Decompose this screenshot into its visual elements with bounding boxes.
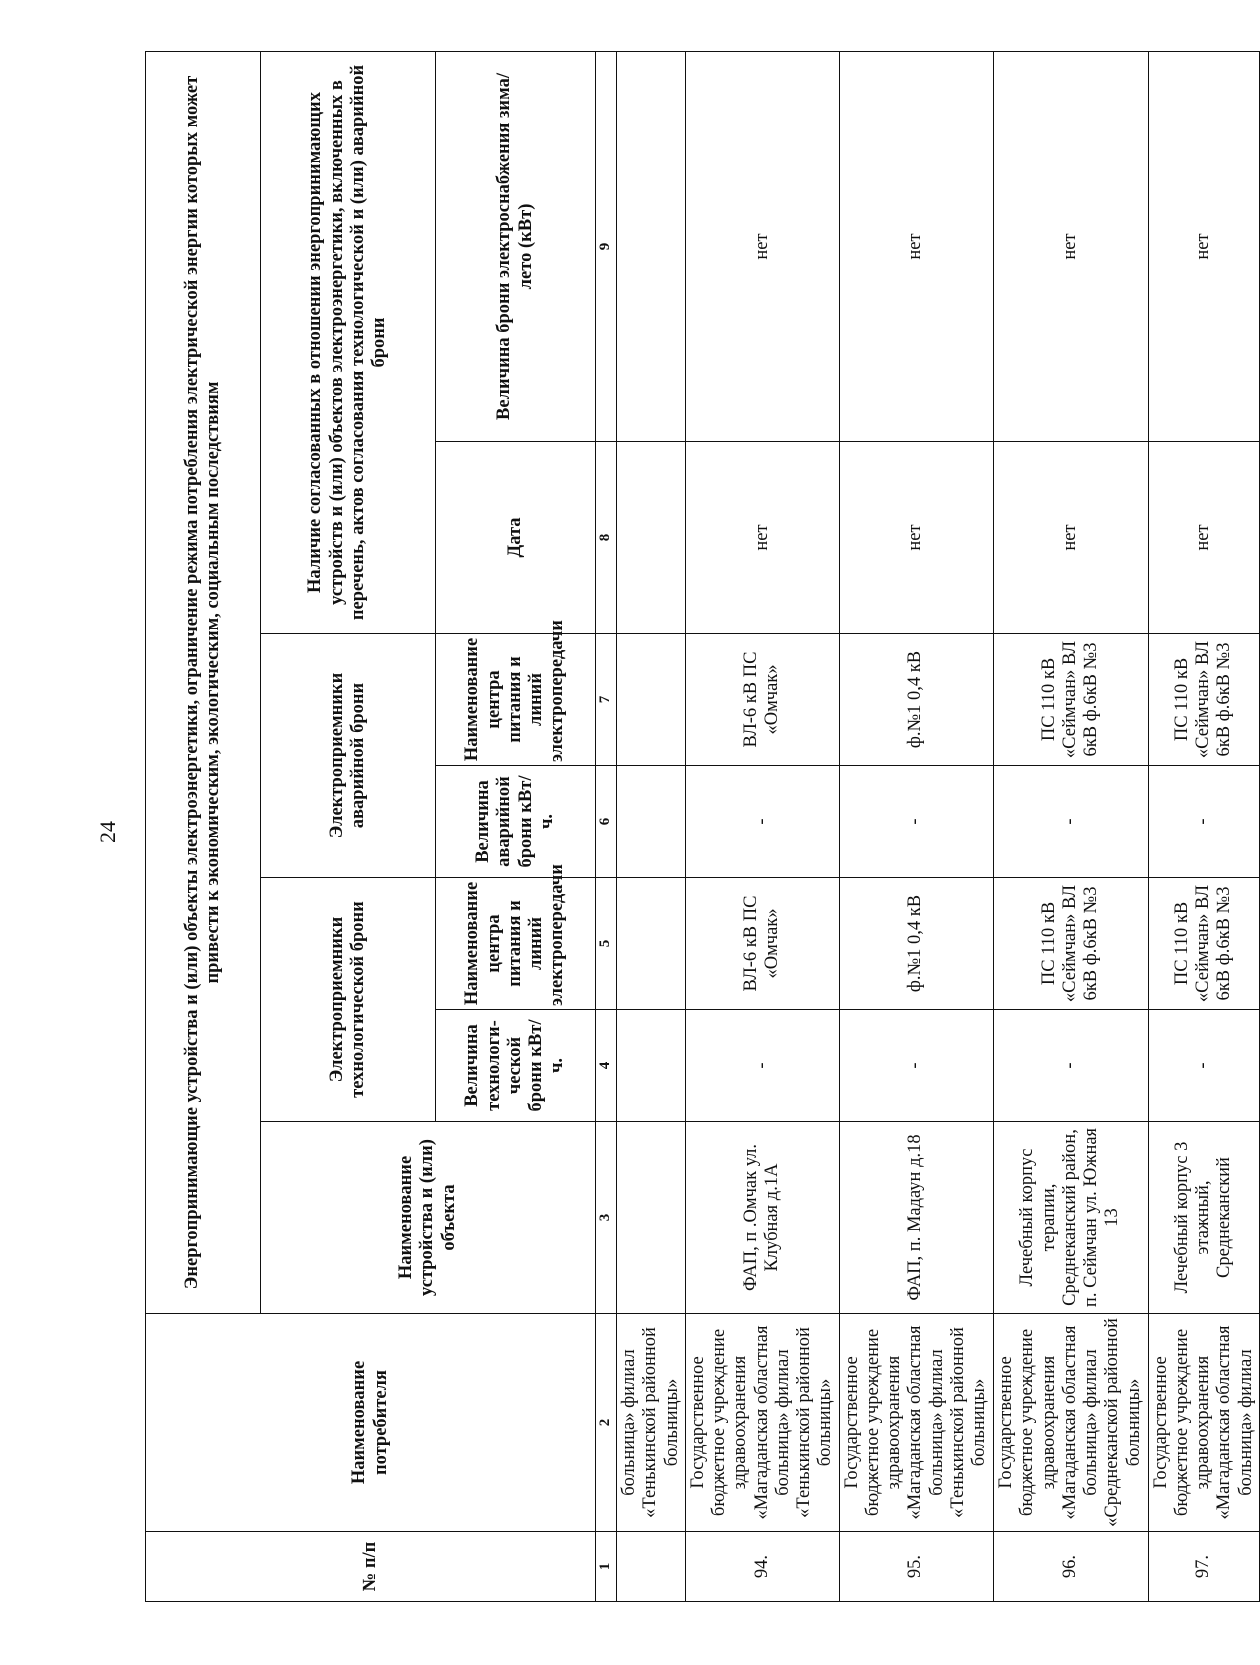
header-emerg-group: Электроприемники аварийной брони — [261, 634, 436, 878]
row-value — [617, 51, 686, 441]
header-consumer: Наименование потребителя — [146, 1314, 596, 1532]
row-tech-value: - — [685, 1010, 839, 1122]
header-acts-group: Наличие согласованных в отношении энергопринимающих устройств и (или) объектов электроэнергетики, включенных в перечень, актов согласования технологической и (или) аварийной брони — [261, 51, 436, 633]
row-emerg-center: ВЛ-6 кВ ПС «Омчак» — [685, 634, 839, 766]
header-group-title: Энергопринимающие устройства и (или) объекты электроэнергетики, ограничение режима потребления электрической энергии которых может привести к экономическим, экологическим, социальным последствиям — [146, 51, 261, 1313]
row-tech-center: ПС 110 кВ «Сеймчан» ВЛ 6кВ ф.6кВ №3 — [1148, 878, 1259, 1010]
rotated-table-wrapper — [145, 52, 1256, 1602]
row-date: нет — [839, 442, 993, 634]
page-number: 24 — [95, 821, 120, 843]
row-tech-center — [617, 878, 686, 1010]
header-acts-date: Дата — [436, 442, 596, 634]
header-emerg-value: Величина аварийной брони кВт/ч. — [436, 766, 596, 878]
row-emerg-value: - — [1148, 766, 1259, 878]
row-object — [617, 1122, 686, 1314]
column-number: 6 — [596, 766, 617, 878]
header-num: № п/п — [146, 1532, 596, 1602]
row-emerg-value: - — [685, 766, 839, 878]
row-emerg-value — [617, 766, 686, 878]
row-num: 96. — [993, 1532, 1148, 1602]
header-emerg-center: Наименование центра питания и линий электропередачи — [436, 634, 596, 766]
header-tech-center: Наименование центра питания и линий электропередачи — [436, 878, 596, 1010]
row-date — [617, 442, 686, 634]
table-row — [617, 51, 686, 1601]
consumers-table — [145, 51, 1260, 1602]
row-emerg-value: - — [839, 766, 993, 878]
row-tech-value: - — [1148, 1010, 1259, 1122]
row-tech-value: - — [993, 1010, 1148, 1122]
row-value: нет — [1148, 51, 1259, 441]
row-value: нет — [839, 51, 993, 441]
row-tech-value: - — [839, 1010, 993, 1122]
row-object: Лечебный корпус 3 этажный, Среднеканский — [1148, 1122, 1259, 1314]
row-num: 97. — [1148, 1532, 1259, 1602]
row-consumer: Государственное бюджетное учреждение здравоохранения «Магаданская областная больница» филиал «Тенькинской районной больницы» — [839, 1314, 993, 1532]
column-number: 5 — [596, 878, 617, 1010]
row-value: нет — [685, 51, 839, 441]
row-tech-center: ПС 110 кВ «Сеймчан» ВЛ 6кВ ф.6кВ №3 — [993, 878, 1148, 1010]
column-number: 7 — [596, 634, 617, 766]
row-num: 95. — [839, 1532, 993, 1602]
row-emerg-center: ПС 110 кВ «Сеймчан» ВЛ 6кВ ф.6кВ №3 — [1148, 634, 1259, 766]
table-row — [685, 51, 839, 1601]
column-number: 9 — [596, 51, 617, 441]
row-tech-center: ф.№1 0,4 кВ — [839, 878, 993, 1010]
row-num — [617, 1532, 686, 1602]
row-consumer: Государственное бюджетное учреждение здравоохранения «Магаданская областная больница» филиал «Тенькинской районной больницы» — [685, 1314, 839, 1532]
column-number: 8 — [596, 442, 617, 634]
row-date: нет — [993, 442, 1148, 634]
row-date: нет — [685, 442, 839, 634]
row-consumer: Государственное бюджетное учреждение здравоохранения «Магаданская областная больница» филиал — [1148, 1314, 1259, 1532]
column-number: 1 — [596, 1532, 617, 1602]
row-value: нет — [993, 51, 1148, 441]
row-emerg-center: ПС 110 кВ «Сеймчан» ВЛ 6кВ ф.6кВ №3 — [993, 634, 1148, 766]
row-tech-center: ВЛ-6 кВ ПС «Омчак» — [685, 878, 839, 1010]
table-row — [993, 51, 1148, 1601]
column-number: 4 — [596, 1010, 617, 1122]
column-number: 3 — [596, 1122, 617, 1314]
row-emerg-center: ф.№1 0,4 кВ — [839, 634, 993, 766]
header-object: Наименование устройства и (или) объекта — [261, 1122, 596, 1314]
row-num: 94. — [685, 1532, 839, 1602]
row-consumer: Государственное бюджетное учреждение здравоохранения «Магаданская областная больница» филиал «Среднеканской районной больницы» — [993, 1314, 1148, 1532]
table-row — [839, 51, 993, 1601]
header-acts-value: Величина брони электроснабжения зима/лето (кВт) — [436, 51, 596, 441]
row-consumer: больница» филиал «Тенькинской районной больницы» — [617, 1314, 686, 1532]
row-emerg-center — [617, 634, 686, 766]
row-object: Лечебный корпус терапии, Среднеканский район, п. Сеймчан ул. Южная 13 — [993, 1122, 1148, 1314]
column-number: 2 — [596, 1314, 617, 1532]
row-tech-value — [617, 1010, 686, 1122]
row-date: нет — [1148, 442, 1259, 634]
header-tech-value: Величина технологи-ческой брони кВт/ч. — [436, 1010, 596, 1122]
table-row — [1148, 51, 1259, 1601]
row-emerg-value: - — [993, 766, 1148, 878]
row-object: ФАП, п. Мадаун д.18 — [839, 1122, 993, 1314]
row-object: ФАП, п .Омчак ул. Клубная д.1А — [685, 1122, 839, 1314]
header-tech-group: Электроприемники технологической брони — [261, 878, 436, 1122]
